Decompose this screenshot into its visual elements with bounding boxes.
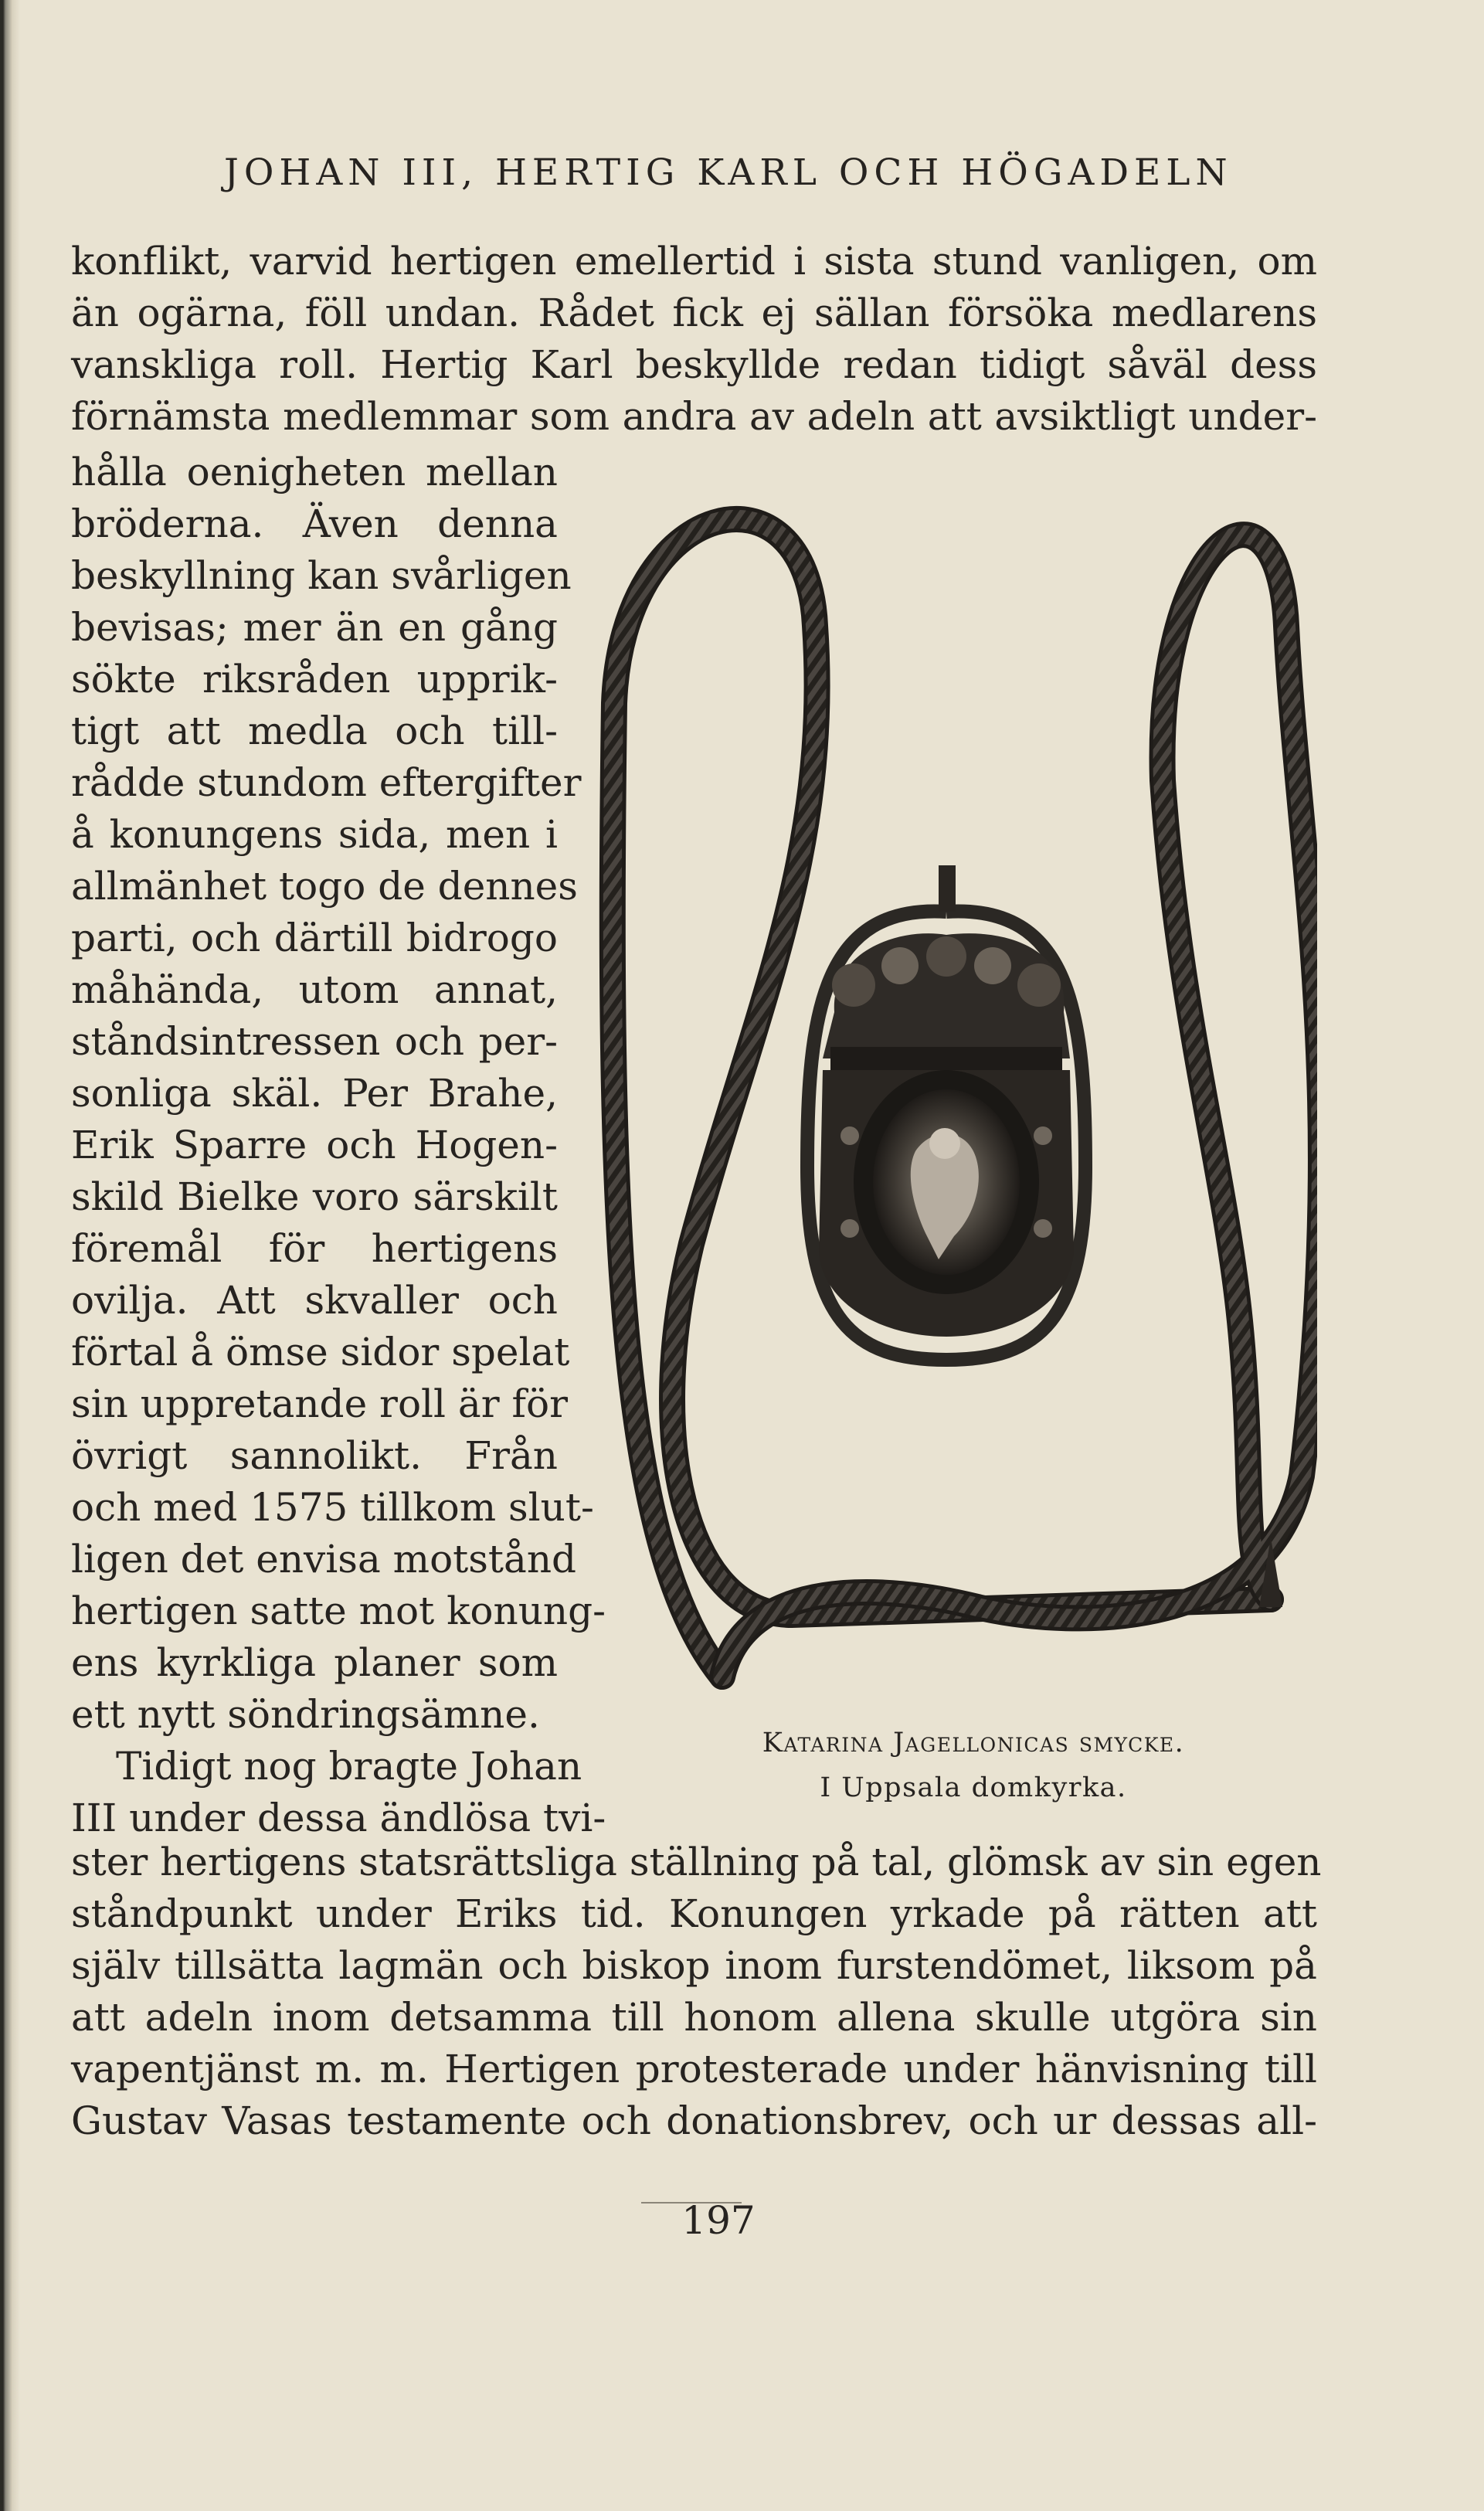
text-line: än ogärna, föll undan. Rådet fick ej sällan försöka medlarens <box>71 291 1317 335</box>
text-line: å konungens sida, men i <box>71 812 558 857</box>
text-line: skild Bielke voro särskilt <box>71 1174 558 1219</box>
text-line: allmänhet togo de dennes <box>71 864 578 909</box>
text-line: beskyllning kan svårligen <box>71 553 572 598</box>
running-header: JOHAN III, HERTIG KARL OCH HÖGADELN <box>224 151 1233 194</box>
text-line: förtal å ömse sidor spelat <box>71 1330 570 1374</box>
text-line: Tidigt nog bragte Johan <box>116 1744 582 1789</box>
narrow-text-column <box>71 447 606 1844</box>
text-line: Gustav Vasas testamente och donationsbrev, och ur dessas all- <box>71 2098 1317 2143</box>
text-line: ligen det envisa motstånd <box>71 1537 577 1582</box>
chain-pendant-image <box>576 471 1317 1723</box>
pendant-illustration <box>576 471 1317 1723</box>
text-line: och med 1575 tillkom slut- <box>71 1485 594 1530</box>
text-line: ens kyrkliga planer som <box>71 1640 558 1685</box>
text-line: Erik Sparre och Hogen- <box>71 1123 558 1167</box>
text-line: III under dessa ändlösa tvi- <box>71 1796 606 1840</box>
text-line: förnämsta medlemmar som andra av adeln att avsiktligt under- <box>71 394 1317 439</box>
text-line: hålla oenigheten mellan <box>71 450 558 494</box>
top-paragraph <box>71 236 1317 443</box>
text-line: sonliga skäl. Per Brahe, <box>71 1071 558 1116</box>
text-line: att adeln inom detsamma till honom allena skulle utgöra sin <box>71 1995 1317 2040</box>
text-line: ståndpunkt under Eriks tid. Konungen yrkade på rätten att <box>71 1891 1317 1936</box>
page-number: 197 <box>681 2198 756 2243</box>
text-line: ståndsintressen och per- <box>71 1019 558 1064</box>
text-line: föremål för hertigens <box>71 1226 558 1271</box>
text-line: ett nytt söndringsämne. <box>71 1692 540 1737</box>
text-line: tigt att medla och till- <box>71 708 558 753</box>
caption-location: I Uppsala domkyrka. <box>820 1772 1127 1803</box>
text-line: måhända, utom annat, <box>71 967 558 1012</box>
text-line: rådde stundom eftergifter <box>71 760 582 805</box>
text-line: sin uppretande roll är för <box>71 1381 569 1426</box>
text-line: hertigen satte mot konung- <box>71 1588 606 1633</box>
text-line: sökte riksråden upprik- <box>71 657 558 702</box>
caption-title: Katarina Jagellonicas smycke. <box>762 1728 1185 1758</box>
bottom-paragraph <box>71 1837 1322 2147</box>
text-line: vanskliga roll. Hertig Karl beskyllde redan tidigt såväl dess <box>71 342 1317 387</box>
text-line: bevisas; mer än en gång <box>71 605 558 650</box>
page-binding-edge <box>0 0 20 2511</box>
text-line: vapentjänst m. m. Hertigen protesterade under hänvisning till <box>71 2047 1317 2091</box>
text-line: parti, och därtill bidrogo <box>71 916 558 960</box>
text-line: själv tillsätta lagmän och biskop inom furstendömet, liksom på <box>71 1943 1317 1988</box>
text-line: konflikt, varvid hertigen emellertid i sista stund vanligen, om <box>71 239 1317 284</box>
text-line: ster hertigens statsrättsliga ställning på tal, glömsk av sin egen <box>71 1840 1322 1884</box>
text-line: bröderna. Även denna <box>71 501 558 546</box>
text-line: ovilja. Att skvaller och <box>71 1278 558 1323</box>
text-line: övrigt sannolikt. Från <box>71 1433 558 1478</box>
figure-caption <box>641 1721 1306 1810</box>
